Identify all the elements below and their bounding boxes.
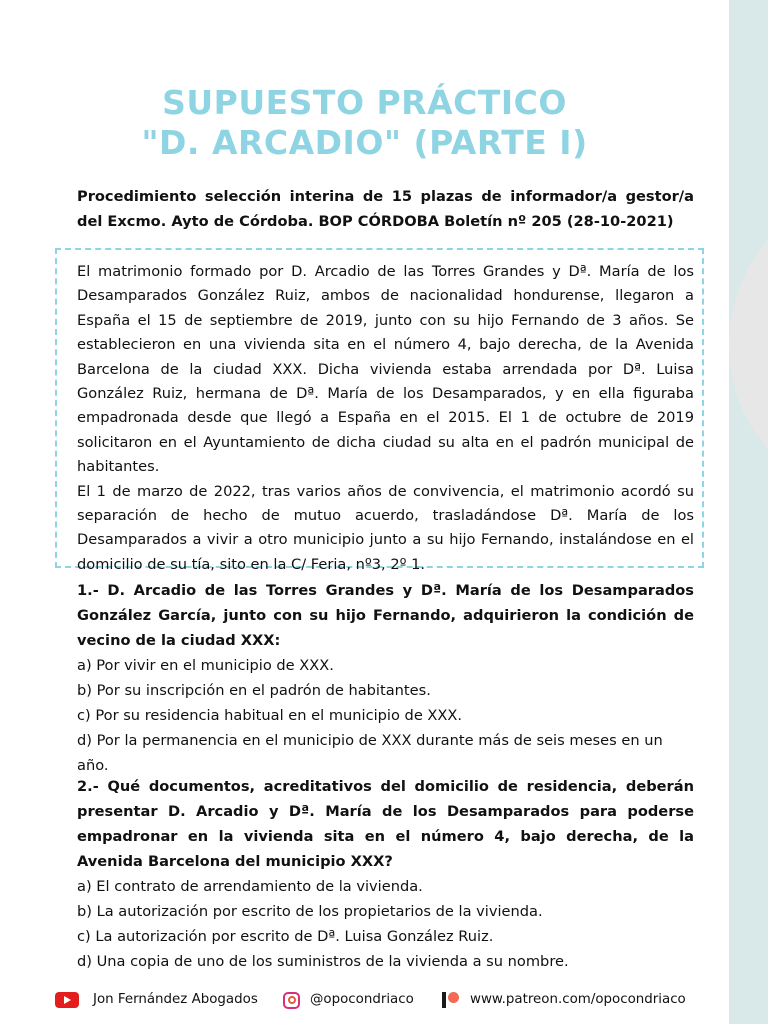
question-1-option-a: a) Por vivir en el municipio de XXX. <box>77 657 334 674</box>
question-2-option-b: b) La autorización por escrito de los propietarios de la vivienda. <box>77 903 543 920</box>
title-line-2: "D. ARCADIO" (PARTE I) <box>141 123 588 162</box>
question-2-block <box>77 774 694 974</box>
youtube-icon <box>55 992 79 1008</box>
case-paragraph-2: El 1 de marzo de 2022, tras varios años de convivencia, el matrimonio acordó su separación de hecho de mutuo acuerdo, trasladándose Dª. María de los Desamparados a vivir a otro municipio junto a su hijo Fernando, instalándose en el domicilio de su tía, sito en la C/ Feria, nº3, 2º 1. <box>77 482 694 573</box>
side-decoration-arc <box>729 185 768 505</box>
patreon-icon <box>442 992 458 1008</box>
footer-youtube-label: Jon Fernández Abogados <box>93 992 258 1007</box>
footer-patreon-link[interactable] <box>442 988 686 1012</box>
title-line-1: SUPUESTO PRÁCTICO <box>162 83 567 122</box>
case-statement <box>77 260 694 577</box>
question-1-text: 1.- D. Arcadio de las Torres Grandes y Dª. María de los Desamparados González García, junto con su hijo Fernando, adquirieron la condición de vecino de la ciudad XXX: <box>77 582 694 649</box>
question-1-option-b: b) Por su inscripción en el padrón de habitantes. <box>77 682 431 699</box>
page-footer <box>0 988 729 1012</box>
question-1-option-d: d) Por la permanencia en el municipio de XXX durante más de seis meses en un año. <box>77 732 663 774</box>
footer-instagram-link[interactable] <box>283 988 414 1012</box>
question-2-option-a: a) El contrato de arrendamiento de la vivienda. <box>77 878 423 895</box>
question-2-text: 2.- Qué documentos, acreditativos del domicilio de residencia, deberán presentar D. Arcadio y Dª. María de los Desamparados para poderse empadronar en la vivienda sita en el número 4, bajo derecha, de la Avenida Barcelona del municipio XXX? <box>77 778 694 870</box>
question-1-option-c: c) Por su residencia habitual en el municipio de XXX. <box>77 707 463 724</box>
question-2-option-c: c) La autorización por escrito de Dª. Luisa González Ruiz. <box>77 928 494 945</box>
page-title <box>0 83 729 163</box>
footer-instagram-label: @opocondriaco <box>310 992 414 1007</box>
instagram-icon <box>283 992 300 1009</box>
footer-patreon-label: www.patreon.com/opocondriaco <box>470 992 686 1007</box>
question-1-block <box>77 578 694 778</box>
side-decoration-band <box>729 0 768 1024</box>
case-paragraph-1: El matrimonio formado por D. Arcadio de las Torres Grandes y Dª. María de los Desamparados González Ruiz, ambos de nacionalidad hondurense, llegaron a España el 15 de septiembre de 2019, junto con su hijo Fernando de 3 años. Se establecieron en una vivienda sita en el número 4, bajo derecha, de la Avenida Barcelona de la ciudad XXX. Dicha vivienda estaba arrendada por Dª. Luisa González Ruiz, hermana de Dª. María de los Desamparados, y en ella figuraba empadronada desde que llegó a España en el 2015. El 1 de octubre de 2019 solicitaron en el Ayuntamiento de dicha ciudad su alta en el padrón municipal de habitantes. <box>77 263 694 476</box>
footer-youtube-link[interactable] <box>55 988 258 1012</box>
question-2-option-d: d) Una copia de uno de los suministros de la vivienda a su nombre. <box>77 953 569 970</box>
procedure-subtitle: Procedimiento selección interina de 15 plazas de informador/a gestor/a del Excmo. Ayto de Córdoba. BOP CÓRDOBA Boletín nº 205 (28-10-2021) <box>77 188 694 230</box>
